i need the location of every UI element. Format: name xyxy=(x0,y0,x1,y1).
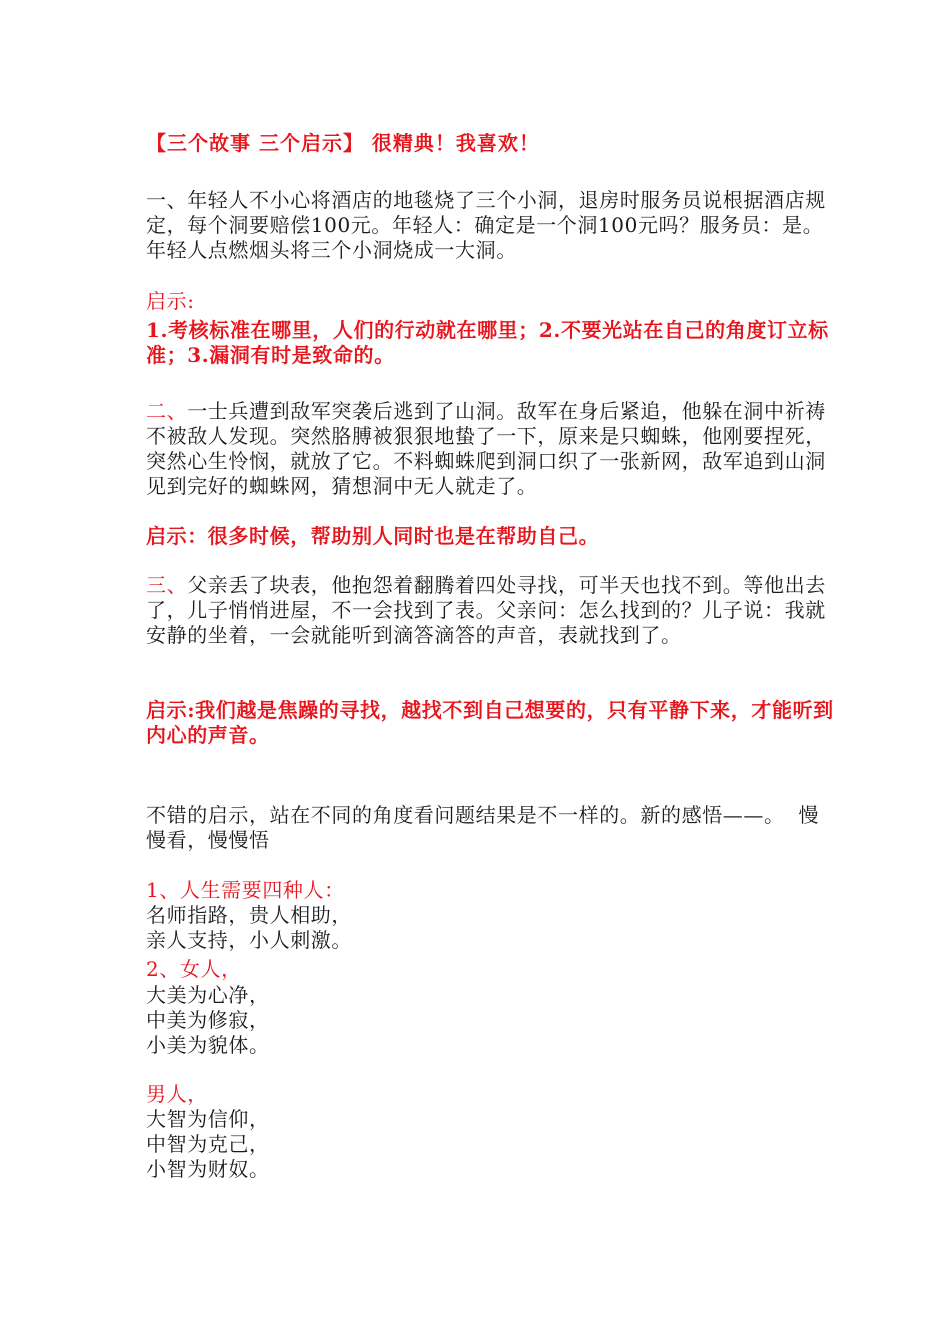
story-3-prefix: 三、 xyxy=(146,573,188,597)
story-2 xyxy=(146,399,836,499)
story-3-lesson: 启示:我们越是焦躁的寻找，越找不到自己想要的，只有平静下来，才能听到内心的声音。 xyxy=(146,698,834,747)
story-2-prefix: 二、 xyxy=(146,399,188,423)
story-2-lesson: 启示：很多时候，帮助别人同时也是在帮助自己。 xyxy=(146,524,600,548)
list-line-1-1: 名师指路，贵人相助， xyxy=(146,903,352,927)
story-3-text: 父亲丢了块表，他抱怨着翻腾着四处寻找，可半天也找不到。等他出去了，儿子悄悄进屋，不一会找到了表。父亲问：怎么找到的？儿子说：我就安静的坐着，一会就能听到滴答滴答的声音，表就找到了。 xyxy=(146,573,826,647)
list-heading-2: 2、女人， xyxy=(146,957,242,981)
list-line-3-3: 小智为财奴。 xyxy=(146,1157,270,1181)
list-line-2-3: 小美为貌体。 xyxy=(146,1033,270,1057)
story-3 xyxy=(146,573,836,648)
document-title: 【三个故事 三个启示】 很精典！我喜欢！ xyxy=(146,131,540,155)
list-line-3-1: 大智为信仰， xyxy=(146,1107,270,1131)
list-line-2-1: 大美为心净， xyxy=(146,983,270,1007)
list-line-2-2: 中美为修寂， xyxy=(146,1008,270,1032)
story-2-text: 一士兵遭到敌军突袭后逃到了山洞。敌军在身后紧追，他躲在洞中祈祷不被敌人发现。突然胳膊被狠狠地蛰了一下，原来是只蜘蛛，他刚要捏死，突然心生怜悯，就放了它。不料蜘蛛爬到洞口织了一张新网，敌军追到山洞见到完好的蜘蛛网，猜想洞中无人就走了。 xyxy=(146,399,826,498)
list-line-1-2: 亲人支持，小人刺激。 xyxy=(146,928,352,952)
closing-text: 不错的启示，站在不同的角度看问题结果是不一样的。新的感悟——。 慢慢看，慢慢悟 xyxy=(146,803,820,852)
story-1-lesson-label: 启示: xyxy=(146,289,195,313)
story-1-lesson-text: 1.考核标准在哪里，人们的行动就在哪里；2.不要光站在自己的角度订立标准；3.漏洞有时是致命的。 xyxy=(146,318,829,367)
list-heading-3: 男人， xyxy=(146,1082,208,1106)
list-line-3-2: 中智为克己， xyxy=(146,1132,270,1156)
list-heading-1: 1、人生需要四种人： xyxy=(146,878,345,902)
story-1-text: 一、年轻人不小心将酒店的地毯烧了三个小洞，退房时服务员说根据酒店规定，每个洞要赔偿100元。年轻人：确定是一个洞100元吗？服务员：是。年轻人点燃烟头将三个小洞烧成一大洞。 xyxy=(146,188,826,262)
